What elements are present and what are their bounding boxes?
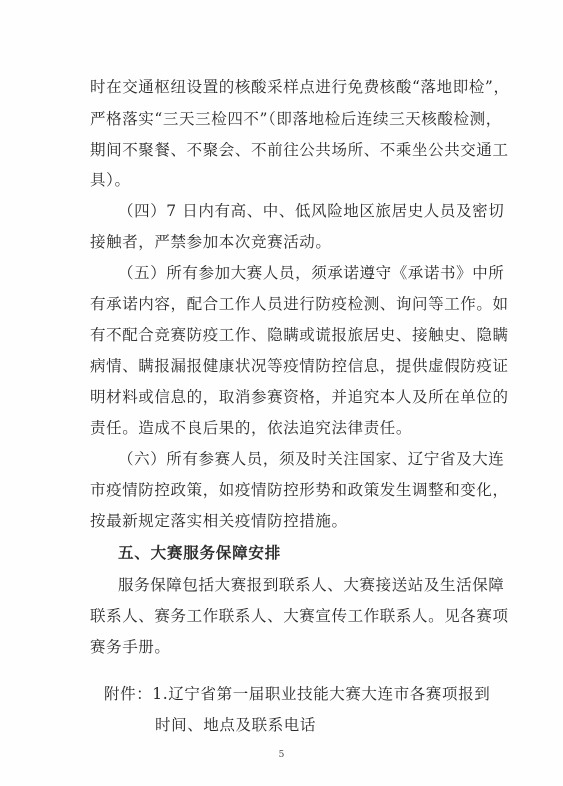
body-line: 具）。 <box>90 171 131 189</box>
attachment-line: 时间、地点及联系电话 <box>155 716 317 734</box>
service-paragraph-line: 联系人、赛务工作联系人、大赛宣传工作联系人。见各赛项 <box>90 607 509 625</box>
paragraph-five-line: 责任。造成不良后果的，依法追究法律责任。 <box>90 419 413 437</box>
paragraph-five-line: （五）所有参加大赛人员，须承诺遵守《承诺书》中所 <box>118 264 505 282</box>
paragraph-four-line: 接触者，严禁参加本次竞赛活动。 <box>90 233 332 251</box>
paragraph-six-line: 市疫情防控政策，如疫情防控形势和政策发生调整和变化， <box>90 481 509 499</box>
paragraph-six-line: （六）所有参赛人员，须及时关注国家、辽宁省及大连 <box>118 450 505 468</box>
paragraph-four-line: （四）7 日内有高、中、低风险地区旅居史人员及密切 <box>118 202 505 220</box>
attachment-line: 附件：1.辽宁省第一届职业技能大赛大连市各赛项报到 <box>104 685 491 703</box>
paragraph-five-line: 明材料或信息的，取消参赛资格，并追究本人及所在单位的 <box>90 388 509 406</box>
paragraph-six-line: 按最新规定落实相关疫情防控措施。 <box>90 512 348 530</box>
paragraph-five-line: 有承诺内容，配合工作人员进行防疫检测、询问等工作。如 <box>90 295 509 313</box>
section-heading: 五、大赛服务保障安排 <box>118 544 282 562</box>
paragraph-five-line: 病情、瞒报漏报健康状况等疫情防控信息，提供虚假防疫证 <box>90 357 509 375</box>
body-line: 期间不聚餐、不聚会、不前往公共场所、不乘坐公共交通工 <box>90 141 509 159</box>
paragraph-five-line: 有不配合竞赛防疫工作、隐瞒或谎报旅居史、接触史、隐瞒 <box>90 326 509 344</box>
page-number: 5 <box>278 750 285 760</box>
body-line: 严格落实“三天三检四不”（即落地检后连续三天核酸检测， <box>90 110 502 128</box>
body-line: 时在交通枢纽设置的核酸采样点进行免费核酸“落地即检”， <box>90 78 510 96</box>
service-paragraph-line: 赛务手册。 <box>90 638 171 656</box>
service-paragraph-line: 服务保障包括大赛报到联系人、大赛接送站及生活保障 <box>118 576 505 594</box>
